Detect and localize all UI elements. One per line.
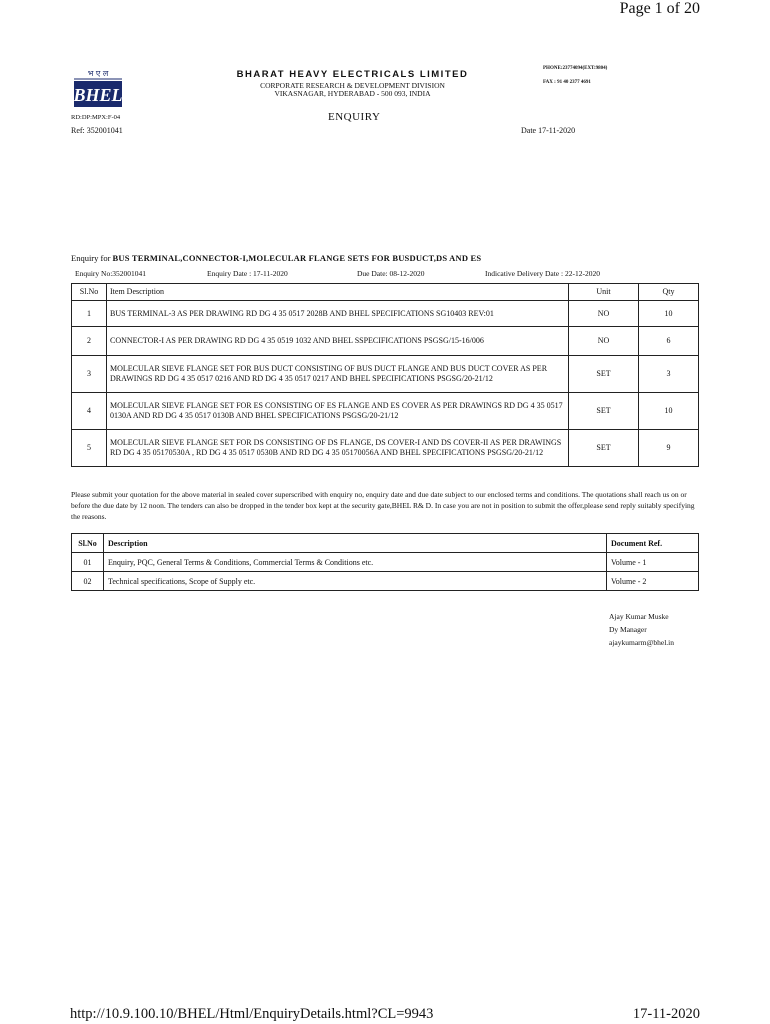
row-qty: 10: [639, 301, 699, 327]
company-address: VIKASNAGAR, HYDERABAD - 500 093, INDIA: [274, 89, 431, 98]
document-title: ENQUIRY: [328, 111, 381, 123]
submission-note: Please submit your quotation for the above material in sealed cover superscribed with enquiry no, enquiry date and due date subject to our enclosed terms and conditions. The quotations shall reach us on or before the due date by 12 noon. The tenders can also be dropped in the tender box kept at the security gate,BHEL R& D. In case you are not in position to submit the offer,please send reply suitably specifying the reasons.: [71, 490, 695, 521]
row-sl-no: 2: [72, 327, 107, 356]
bhel-logo-icon: [70, 67, 126, 111]
doc-row-ref: Volume - 2: [607, 572, 699, 591]
table-row: [72, 572, 699, 591]
documents-table-header: [72, 534, 699, 553]
row-unit: SET: [569, 393, 639, 430]
table-row: [72, 301, 699, 327]
doc-row-sl-no: 01: [72, 553, 104, 572]
row-sl-no: 3: [72, 356, 107, 393]
page-number: Page 1 of 20: [619, 0, 700, 17]
row-sl-no: 1: [72, 301, 107, 327]
header-qty: Qty: [639, 284, 699, 301]
due-date: Due Date: 08-12-2020: [357, 269, 425, 278]
row-description: MOLECULAR SIEVE FLANGE SET FOR ES CONSISTING OF ES FLANGE AND ES COVER AS PER DRAWINGS RD DG 4 35 0517 0130A AND RD DG 4 35 0517 0130B AND BHEL SPECIFICATIONS PSGSG/20-21/12: [107, 393, 569, 430]
header-unit: Unit: [569, 284, 639, 301]
doc-header-sl-no: Sl.No: [72, 534, 104, 553]
fax-number: FAX : 91 40 2377 4691: [543, 80, 591, 85]
row-sl-no: 4: [72, 393, 107, 430]
documents-table: [71, 533, 699, 591]
doc-header-description: Description: [104, 534, 607, 553]
logo-hindi-text: भ ए ल: [87, 69, 109, 78]
table-row: [72, 430, 699, 467]
row-qty: 9: [639, 430, 699, 467]
form-number: RD:DP:MPX:F-04: [71, 114, 121, 121]
header-sl-no: Sl.No: [72, 284, 107, 301]
enquiry-subject-prefix: Enquiry for: [71, 253, 111, 263]
document-date: Date 17-11-2020: [521, 126, 576, 135]
doc-row-description: Technical specifications, Scope of Supply etc.: [104, 572, 607, 591]
doc-row-description: Enquiry, PQC, General Terms & Conditions, Commercial Terms & Conditions etc.: [104, 553, 607, 572]
enquiry-date: Enquiry Date : 17-11-2020: [207, 269, 288, 278]
row-description: MOLECULAR SIEVE FLANGE SET FOR BUS DUCT CONSISTING OF BUS DUCT FLANGE AND BUS DUCT COVER AS PER DRAWINGS RD DG 4 35 0517 0216 AND RD DG 4 35 0517 0217 AND BHEL SPECIFICATIONS PSGSG/20-21/12: [107, 356, 569, 393]
row-unit: NO: [569, 327, 639, 356]
enquiry-subject: [71, 253, 481, 263]
footer-date: 17-11-2020: [632, 1006, 700, 1022]
footer-url: http://10.9.100.10/BHEL/Html/EnquiryDetails.html?CL=9943: [70, 1006, 434, 1022]
table-row: [72, 393, 699, 430]
row-unit: SET: [569, 356, 639, 393]
signatory-name: Ajay Kumar Muske: [609, 612, 669, 621]
row-description: CONNECTOR-I AS PER DRAWING RD DG 4 35 0519 1032 AND BHEL SSPECIFICATIONS PSGSG/15-16/006: [107, 327, 569, 356]
row-sl-no: 5: [72, 430, 107, 467]
row-qty: 10: [639, 393, 699, 430]
logo-text: BHEL: [73, 85, 123, 105]
table-row: [72, 356, 699, 393]
row-unit: NO: [569, 301, 639, 327]
phone-number: PHONE:23774094(EXT:9804): [543, 66, 608, 71]
company-name: BHARAT HEAVY ELECTRICALS LIMITED: [236, 69, 469, 80]
table-row: [72, 553, 699, 572]
row-unit: SET: [569, 430, 639, 467]
table-row: [72, 327, 699, 356]
delivery-date: Indicative Delivery Date : 22-12-2020: [485, 269, 600, 278]
header-item-description: Item Description: [107, 284, 569, 301]
enquiry-number: Enquiry No:352001041: [75, 269, 147, 278]
row-description: BUS TERMINAL-3 AS PER DRAWING RD DG 4 35 0517 2028B AND BHEL SPECIFICATIONS SG10403 REV:01: [107, 301, 569, 327]
items-table: [71, 283, 699, 467]
company-division: CORPORATE RESEARCH & DEVELOPMENT DIVISION: [260, 81, 445, 90]
signatory-designation: Dy Manager: [609, 625, 647, 634]
bhel-logo: [70, 67, 126, 111]
doc-row-ref: Volume - 1: [607, 553, 699, 572]
doc-row-sl-no: 02: [72, 572, 104, 591]
row-qty: 3: [639, 356, 699, 393]
row-description: MOLECULAR SIEVE FLANGE SET FOR DS CONSISTING OF DS FLANGE, DS COVER-I AND DS COVER-II AS PER DRAWINGS RD DG 4 35 05170530A , RD DG 4 35 0517 0530B AND RD DG 4 35 05170056A AND BHEL SPECIFICATIONS PSGSG/20-21/12: [107, 430, 569, 467]
enquiry-subject-text: BUS TERMINAL,CONNECTOR-I,MOLECULAR FLANGE SETS FOR BUSDUCT,DS AND ES: [112, 253, 482, 263]
doc-header-document-ref: Document Ref.: [607, 534, 699, 553]
row-qty: 6: [639, 327, 699, 356]
signatory-email: ajaykumarm@bhel.in: [609, 638, 675, 647]
reference-number: Ref: 352001041: [71, 126, 123, 135]
items-table-header: [72, 284, 699, 301]
